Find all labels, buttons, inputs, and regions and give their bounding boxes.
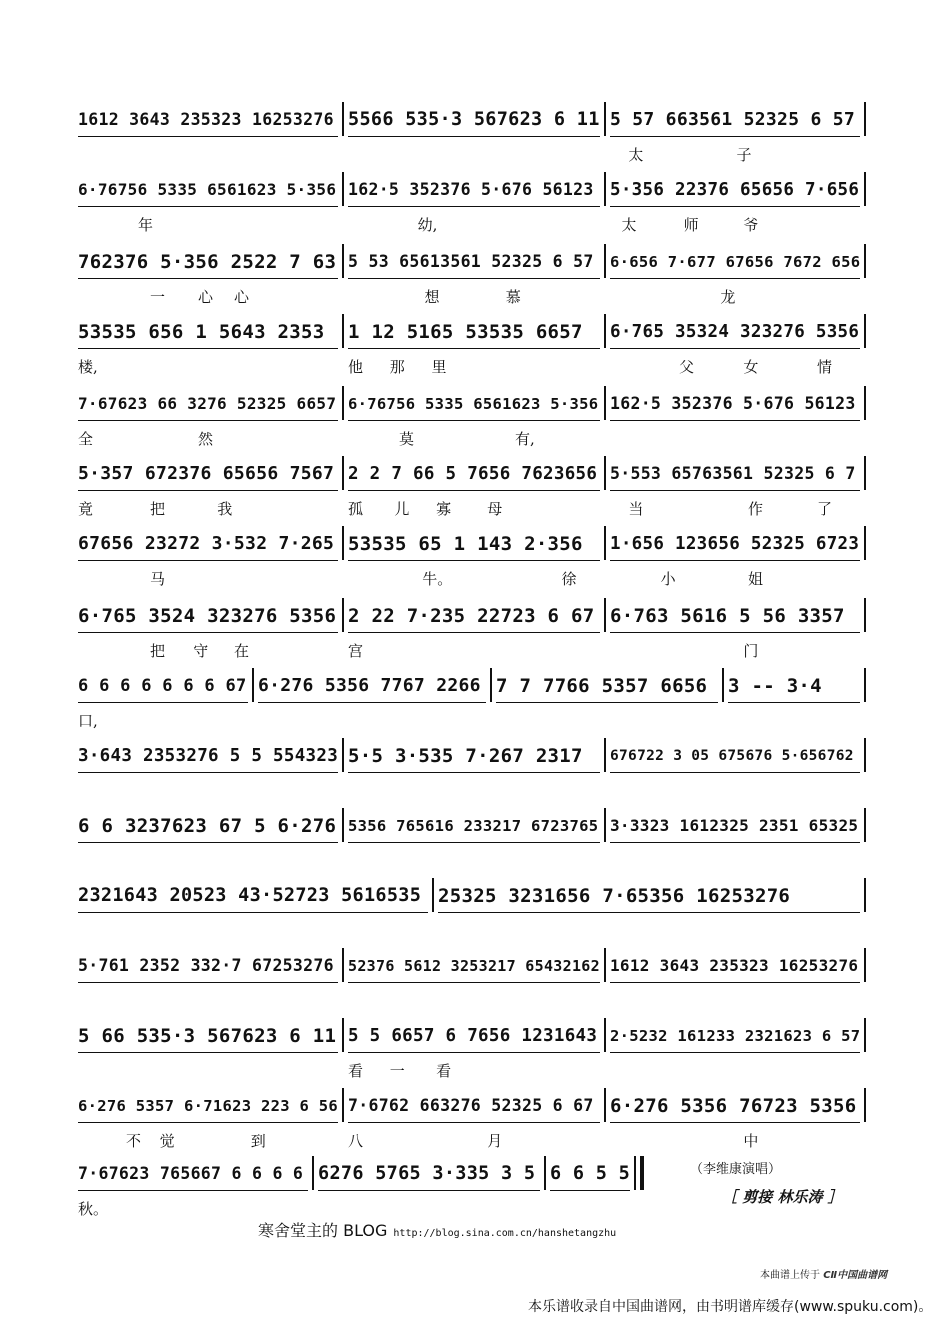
lyric-line — [74, 568, 866, 590]
bar-line — [604, 102, 606, 136]
measure-line — [74, 1016, 866, 1058]
measure-line — [74, 242, 866, 284]
bar-line — [864, 738, 866, 772]
beam-underline — [348, 842, 600, 843]
measure-notes: 162·5 352376 5·676 56123 — [610, 384, 860, 424]
beam-underline — [610, 348, 860, 349]
measure-notes: 6·76756 5335 6561623 5·356 — [78, 170, 338, 210]
measure-notes: 7·6762 663276 52325 6 67 — [348, 1086, 600, 1126]
score-row — [74, 1016, 866, 1082]
measure-notes: 5·357 672376 65656 7567 — [78, 454, 338, 494]
lyric-line — [74, 498, 866, 520]
bar-line — [864, 1018, 866, 1052]
lyric-line — [74, 356, 866, 378]
lyric-char: 牛。 — [422, 570, 453, 588]
bar-line — [342, 102, 344, 136]
bar-line — [864, 1088, 866, 1122]
measure-notes: 5 53 65613561 52325 6 57 — [348, 242, 600, 282]
lyric-char: 口, — [78, 712, 98, 730]
score-row — [74, 384, 866, 450]
lyric-line — [74, 214, 866, 236]
measure-notes: 6·276 5356 76723 5356 — [610, 1086, 860, 1126]
beam-underline — [348, 136, 600, 137]
blog-url[interactable]: http://blog.sina.com.cn/hanshetangzhu — [393, 1228, 617, 1239]
measure-notes: 6·763 5616 5 56 3357 — [610, 596, 860, 636]
measure-notes: 1612 3643 235323 16253276 — [78, 100, 338, 140]
bar-line — [864, 668, 866, 702]
bar-line — [342, 456, 344, 490]
measure-notes: 5356 765616 233217 6723765 — [348, 806, 600, 846]
measure-notes: 5·761 2352 332·7 67253276 — [78, 946, 338, 986]
beam-underline — [348, 982, 600, 983]
beam-underline — [728, 702, 860, 703]
beam-underline — [348, 206, 600, 207]
lyric-char: 里 — [431, 358, 447, 376]
measure-notes: 7·67623 765667 6 6 6 6 — [78, 1154, 308, 1194]
lyric-char: 马 — [150, 570, 166, 588]
footer-text: 本乐谱收录自中国曲谱网，由书明谱库缓存(www.spuku.com)。 — [528, 1299, 933, 1315]
bar-line — [864, 526, 866, 560]
beam-underline — [348, 1052, 600, 1053]
lyric-char: 幼, — [417, 216, 438, 234]
lyric-line — [74, 640, 866, 662]
beam-underline — [78, 1052, 338, 1053]
bar-line — [722, 668, 724, 702]
lyric-char: 全 — [78, 430, 94, 448]
measure-notes: 5·356 22376 65656 7·656 — [610, 170, 860, 210]
lyric-char: 子 — [736, 146, 752, 164]
lyric-char: 我 — [217, 500, 233, 518]
measure-notes: 5 57 663561 52325 6 57 — [610, 100, 860, 140]
bar-line — [864, 456, 866, 490]
bar-line — [604, 808, 606, 842]
score-row — [74, 1086, 866, 1152]
bar-line — [544, 1156, 546, 1190]
arranger-credit: ［ 剪接 林乐涛 ］ — [722, 1188, 843, 1206]
lyric-char: 月 — [487, 1132, 503, 1150]
measure-notes: 162·5 352376 5·676 56123 — [348, 170, 600, 210]
measure-line — [74, 596, 866, 638]
lyric-char: 父 — [679, 358, 695, 376]
lyric-char: 莫 — [399, 430, 415, 448]
bar-line — [604, 314, 606, 348]
lyric-char: 心 — [234, 288, 250, 306]
lyric-char: 作 — [748, 500, 764, 518]
lyric-char: 年 — [138, 216, 154, 234]
lyric-char: 八 — [348, 1132, 364, 1150]
blog-caption — [258, 1218, 616, 1241]
beam-underline — [610, 206, 860, 207]
bar-line — [604, 456, 606, 490]
beam-underline — [78, 560, 338, 561]
score-row — [74, 524, 866, 590]
bar-line — [604, 244, 606, 278]
lyric-line — [74, 144, 866, 166]
score-row — [74, 242, 866, 308]
score-row — [74, 946, 866, 1012]
beam-underline — [348, 632, 600, 633]
beam-underline — [348, 560, 600, 561]
beam-underline — [610, 1052, 860, 1053]
bar-line — [342, 808, 344, 842]
score-row — [74, 806, 866, 872]
bar-line — [342, 738, 344, 772]
measure-notes: 6·656 7·677 67656 7672 656 — [610, 242, 860, 282]
score-row — [74, 596, 866, 662]
lyric-char: 爷 — [743, 216, 759, 234]
beam-underline — [78, 912, 428, 913]
measure-notes: 5 66 535·3 567623 6 11 — [78, 1016, 338, 1056]
score-row — [74, 876, 866, 942]
measure-notes: 5 5 6657 6 7656 1231643 — [348, 1016, 600, 1056]
lyric-char: 宫 — [348, 642, 364, 660]
bar-line — [604, 1018, 606, 1052]
measure-notes: 6·765 35324 323276 5356 — [610, 312, 860, 352]
beam-underline — [78, 1190, 308, 1191]
lyric-char: 女 — [743, 358, 759, 376]
beam-underline — [348, 348, 600, 349]
lyric-char: 情 — [817, 358, 833, 376]
measure-line — [74, 170, 866, 212]
measure-notes: 6 6 5 5 — [550, 1154, 630, 1194]
measure-notes: 6 6 3237623 67 5 6·276 — [78, 806, 338, 846]
lyric-char: 看 — [436, 1062, 452, 1080]
lyric-line — [74, 920, 866, 942]
score-row — [74, 736, 866, 802]
blog-name: 寒舍堂主的 BLOG — [258, 1221, 388, 1240]
bar-line — [342, 1088, 344, 1122]
measure-line — [74, 876, 866, 918]
lyric-char: 不 — [126, 1132, 142, 1150]
measure-line — [74, 666, 866, 708]
measure-line — [74, 312, 866, 354]
beam-underline — [610, 490, 860, 491]
measure-line — [74, 946, 866, 988]
bar-line — [252, 668, 254, 702]
score-row — [74, 100, 866, 166]
score-row — [74, 170, 866, 236]
lyric-char: 徐 — [561, 570, 577, 588]
bar-line — [864, 244, 866, 278]
beam-underline — [78, 632, 338, 633]
beam-underline — [610, 136, 860, 137]
measure-notes: 7·67623 66 3276 52325 6657 — [78, 384, 338, 424]
bar-line — [864, 598, 866, 632]
measure-notes: 52376 5612 3253217 65432162 — [348, 946, 600, 986]
bar-line — [604, 948, 606, 982]
beam-underline — [348, 772, 600, 773]
bar-line — [604, 386, 606, 420]
lyric-char: 把 — [150, 642, 166, 660]
measure-notes: 6·76756 5335 6561623 5·356 — [348, 384, 600, 424]
lyric-char: 把 — [150, 500, 166, 518]
score-row — [74, 312, 866, 378]
lyric-line — [74, 1130, 866, 1152]
bar-line — [604, 172, 606, 206]
measure-notes: 2 22 7·235 22723 6 67 — [348, 596, 600, 636]
lyric-char: 心 — [198, 288, 214, 306]
lyric-line — [74, 1060, 866, 1082]
measure-notes: 3·643 2353276 5 5 554323 — [78, 736, 338, 776]
measure-notes: 67656 23272 3·532 7·265 — [78, 524, 338, 564]
beam-underline — [610, 772, 860, 773]
measure-notes: 6276 5765 3·335 3 5 — [318, 1154, 540, 1194]
lyric-line — [74, 990, 866, 1012]
measure-line — [74, 806, 866, 848]
measure-notes: 1 12 5165 53535 6657 — [348, 312, 600, 352]
lyric-char: 秋。 — [78, 1200, 109, 1218]
beam-underline — [348, 490, 600, 491]
lyric-char: 一 — [150, 288, 166, 306]
beam-underline — [610, 278, 860, 279]
bar-line — [342, 314, 344, 348]
measure-notes: 5·5 3·535 7·267 2317 — [348, 736, 600, 776]
lyric-char: 孤 — [348, 500, 364, 518]
lyric-char: 太 — [621, 216, 637, 234]
measure-notes: 1·656 123656 52325 6723 — [610, 524, 860, 564]
lyric-char: 中 — [743, 1132, 759, 1150]
measure-notes: 5566 535·3 567623 6 11 — [348, 100, 600, 140]
bar-line — [604, 738, 606, 772]
lyric-char: 然 — [198, 430, 214, 448]
lyric-char: 到 — [250, 1132, 266, 1150]
bar-line — [864, 172, 866, 206]
measure-notes: 1612 3643 235323 16253276 — [610, 946, 860, 986]
lyric-char: 小 — [660, 570, 676, 588]
lyric-char: 师 — [683, 216, 699, 234]
lyric-char: 竟 — [78, 500, 94, 518]
lyric-char: 母 — [487, 500, 503, 518]
beam-underline — [258, 702, 486, 703]
bar-line — [864, 878, 866, 912]
bar-line — [864, 314, 866, 348]
measure-notes: 3·3323 1612325 2351 65325 — [610, 806, 860, 846]
bar-line — [864, 808, 866, 842]
beam-underline — [438, 912, 860, 913]
bar-line — [604, 526, 606, 560]
measure-notes: 25325 3231656 7·65356 16253276 — [438, 876, 860, 916]
lyric-char: 一 — [389, 1062, 405, 1080]
bar-line — [490, 668, 492, 702]
bar-line — [864, 948, 866, 982]
measure-notes: 676722 3 05 675676 5·656762 — [610, 736, 860, 776]
bar-line — [432, 878, 434, 912]
beam-underline — [78, 702, 248, 703]
lyric-char: 了 — [817, 500, 833, 518]
lyric-char: 守 — [193, 642, 209, 660]
lyric-char: 楼, — [78, 358, 98, 376]
lyric-char: 龙 — [720, 288, 736, 306]
score-row — [74, 666, 866, 732]
beam-underline — [610, 420, 860, 421]
beam-underline — [78, 982, 338, 983]
beam-underline — [348, 278, 600, 279]
bar-line — [342, 526, 344, 560]
beam-underline — [610, 842, 860, 843]
lyric-line — [74, 780, 866, 802]
beam-underline — [610, 1122, 860, 1123]
bar-line — [604, 1088, 606, 1122]
lyric-char: 当 — [628, 500, 644, 518]
lyric-char: 太 — [628, 146, 644, 164]
lyric-char: 他 — [348, 358, 364, 376]
lyric-char: 儿 — [394, 500, 410, 518]
lyric-char: 门 — [743, 642, 759, 660]
beam-underline — [78, 490, 338, 491]
bar-line — [312, 1156, 314, 1190]
site-logo[interactable]: CⅡ中国曲谱网 — [823, 1270, 888, 1281]
bar-line — [342, 386, 344, 420]
lyric-char: 想 — [424, 288, 440, 306]
measure-line — [74, 384, 866, 426]
beam-underline — [78, 136, 338, 137]
lyric-char: 有, — [515, 430, 535, 448]
lyric-char: 慕 — [505, 288, 521, 306]
measure-notes: 6·765 3524 323276 5356 — [78, 596, 338, 636]
beam-underline — [610, 632, 860, 633]
lyric-char: 在 — [234, 642, 250, 660]
beam-underline — [78, 278, 338, 279]
bar-line — [864, 386, 866, 420]
measure-notes: 7 7 7766 5357 6656 — [496, 666, 718, 706]
score-row — [74, 454, 866, 520]
lyric-char: 那 — [389, 358, 405, 376]
beam-underline — [78, 772, 338, 773]
lyric-line — [74, 428, 866, 450]
beam-underline — [318, 1190, 540, 1191]
lyric-line — [74, 286, 866, 308]
measure-line — [74, 100, 866, 142]
measure-notes: 53535 656 1 5643 2353 — [78, 312, 338, 352]
bar-line — [342, 598, 344, 632]
measure-line — [74, 1086, 866, 1128]
bar-line — [604, 598, 606, 632]
measure-notes: 6 6 6 6 6 6 6 67 — [78, 666, 248, 706]
upload-text: 本曲谱上传于 — [760, 1270, 820, 1281]
measure-notes: 762376 5·356 2522 7 63 — [78, 242, 338, 282]
lyric-char: 看 — [348, 1062, 364, 1080]
bar-line — [342, 244, 344, 278]
final-bar-line — [640, 1156, 644, 1190]
lyric-char: 姐 — [748, 570, 764, 588]
measure-line — [74, 454, 866, 496]
beam-underline — [610, 982, 860, 983]
beam-underline — [78, 206, 338, 207]
beam-underline — [496, 702, 718, 703]
lyric-char: 寡 — [436, 500, 452, 518]
bar-line — [342, 172, 344, 206]
beam-underline — [610, 560, 860, 561]
bar-line — [342, 1018, 344, 1052]
beam-underline — [348, 1122, 600, 1123]
measure-notes: 3 -- 3·4 — [728, 666, 860, 706]
beam-underline — [78, 1122, 338, 1123]
measure-line — [74, 736, 866, 778]
measure-notes: 5·553 65763561 52325 6 7 — [610, 454, 860, 494]
beam-underline — [78, 420, 338, 421]
beam-underline — [78, 842, 338, 843]
upload-note — [760, 1266, 887, 1281]
measure-notes: 2321643 20523 43·52723 5616535 — [78, 876, 428, 916]
measure-notes: 53535 65 1 143 2·356 — [348, 524, 600, 564]
measure-line — [74, 524, 866, 566]
measure-notes: 2·5232 161233 2321623 6 57 — [610, 1016, 860, 1056]
beam-underline — [348, 420, 600, 421]
measure-notes: 2 2 7 66 5 7656 7623656 — [348, 454, 600, 494]
bar-line — [342, 948, 344, 982]
bar-line — [864, 102, 866, 136]
lyric-line — [74, 850, 866, 872]
measure-notes: 6·276 5357 6·71623 223 6 56 — [78, 1086, 338, 1126]
beam-underline — [78, 348, 338, 349]
measure-notes: 6·276 5356 7767 2266 — [258, 666, 486, 706]
bar-line — [634, 1156, 636, 1190]
lyric-line — [74, 710, 866, 732]
performer-credit: （李维康演唱） — [690, 1162, 782, 1177]
beam-underline — [550, 1190, 630, 1191]
lyric-char: 觉 — [159, 1132, 175, 1150]
